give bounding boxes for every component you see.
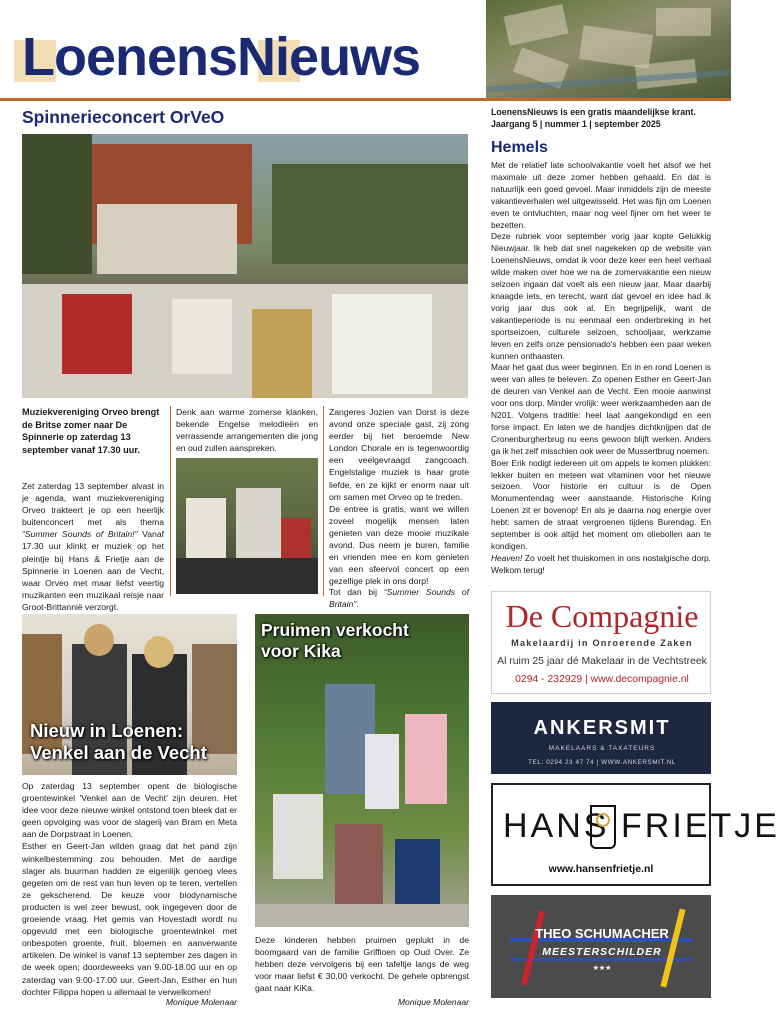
hemels-closing: Zo voelt het thuiskomen in ons nostalgische dorp. Welkom terug! <box>491 552 711 575</box>
venkel-body <box>22 780 237 998</box>
concert-outro <box>329 586 469 610</box>
hemels-paragraph: Met de relatief late schoolvakantie voelt het alsof we het maximale uit deze zomer hebben gehaald. En dat is natuurlijk een goed gevoel. Maar inmiddels zijn de meeste vakantieverhalen wel uitgewisseld. Het was fijn om Loenen even te ontvluchten, maar nog veel fijner om het weer te bezetten. <box>491 160 711 230</box>
compagnie-tagline: Makelaardij in Onroerende Zaken <box>511 638 693 648</box>
column-divider <box>170 406 171 596</box>
hansfrietje-url: www.hansenfrietje.nl <box>548 863 654 875</box>
fries-cup-icon <box>590 805 616 849</box>
ad-de-compagnie[interactable] <box>491 591 711 694</box>
concert-col1-theme: “Summer Sounds of Britain!” <box>22 529 138 540</box>
masthead-rule <box>0 98 731 101</box>
venkel-paragraph: Esther en Geert-Jan wilden graag dat het pand zijn winkelbestemming zou behouden. Met de aardige slager als buurman hadden ze eigenlijk genoeg vlees gegeten om de rest van hun leven op te teren, vertellen ze gekscherend. De keuze voor biodynamische producten is wel zeer bewust, ook ingegeven door de groeiende vraag. Het gemis van Hovestadt wordt nu opgevuld met een biologische groentewinkel met onbespoten groente, fruit, bloemen en aanverwante artikelen. De winkel is vanaf 13 september zes dagen in de week open; doordeweeks van 9.00-18.00 uur en op zaterdag van 9.00-17.00 uur. Geert-Jan, Esther en hun dochter Filippa hopen u allemaal te verwelkomen! <box>22 841 237 997</box>
schumacher-blue-stroke <box>510 958 692 961</box>
venkel-headline-line: Nieuw in Loenen: <box>30 720 184 741</box>
compagnie-contact: 0294 - 232929 | www.decompagnie.nl <box>515 674 689 685</box>
concert-headline: Spinnerieconcert OrVeO <box>22 107 225 127</box>
concert-outro-end: . <box>356 599 359 610</box>
hemels-paragraph: Boer Erik nodigt iedereen uit om appels te komen plukken: lekker buiten en meteen wat vitaminen voor het nieuwe seizoen. Voor historie en cultuur is de Open Monumentendag weer aanstaande. Historische Kring Loenen zit er bovenop! En als je daarna nog energie over hebt: samen de straat vergroenen tijdens Burendag. En september is ook altijd het moment om oliebollen aan te kondigen. <box>491 457 711 551</box>
concert-column-1 <box>22 480 164 613</box>
ad-ankersmit[interactable] <box>491 702 711 774</box>
masthead <box>0 0 487 98</box>
intro-line-1: LoenensNieuws is een gratis maandelijkse krant. <box>491 107 696 117</box>
concert-outro-theme: “Summer Sounds of Britain” <box>329 587 470 610</box>
aerial-village-photo <box>486 0 731 98</box>
pruimen-caption: Deze kinderen hebben pruimen geplukt in de boomgaard van de familie Griffioen op Oud Over. Ze hebben deze vervolgens bij een tafeltje langs de weg voor maar liefst € 30,00 verkocht. De gehele opbrengst gaat naar KiKa. <box>255 935 469 994</box>
pruimen-author: Monique Molenaar <box>397 997 469 1007</box>
concert-outro-text: Tot dan bij <box>329 587 384 597</box>
ankersmit-contact: TEL: 0294 23 47 74 | WWW.ANKERSMIT.NL <box>528 759 676 766</box>
concert-column-3: Zangeres Jozien van Dorst is deze avond onze speciale gast, zij zong eerder bij het beroemde New London Chorale en is tegenwoordig een veelgevraagd zangcoach. Engelstalige muziek is haar grote liefde, en ze kijkt er enorm naar uit om samen met Orveo op te treden. De entree is gratis, want we willen zoveel mogelijk mensen laten genieten van deze mooie muzikale avond. Dus neem je buren, familie en vrienden mee en kom genieten van een sfeervol concert op een gezellige plek in ons dorp! <box>329 407 469 587</box>
ad-theo-schumacher[interactable] <box>491 895 711 998</box>
concert-col1-text-b: Vanaf 17.30 uur klinkt er muziek op het pleintje bij Hans & Frietje aan de Spinnerie in Loenen aan de Vecht, waar Orveo met maar liefst veertig muzikanten een muzikaal reisje naar Groot-Brittannië verzorgt. <box>22 529 164 612</box>
hemels-headline: Hemels <box>491 139 548 156</box>
column-divider <box>323 406 324 596</box>
concert-lead: Muziekvereniging Orveo brengt de Britse zomer naar De Spinnerie op zaterdag 13 september vanaf 17.30 uur. <box>22 407 160 455</box>
concert-column-2: Denk aan warme zomerse klanken, bekende Engelse melodieën en verrassende arrangementen die jong en oud zullen aanspreken. <box>176 407 318 454</box>
masthead-title: LoenensNieuws <box>22 27 421 87</box>
hansfrietje-name-right: FRIETJE <box>621 807 780 845</box>
venkel-headline-line: Venkel aan de Vecht <box>30 742 207 763</box>
ad-hans-frietje[interactable] <box>491 783 780 886</box>
venkel-author: Monique Molenaar <box>165 997 237 1007</box>
schumacher-tagline: MEESTERSCHILDER <box>542 946 662 958</box>
hemels-heaven: Heaven! <box>491 552 523 563</box>
venkel-headline <box>30 720 240 764</box>
pruimen-headline-line: Pruimen verkocht <box>261 620 409 640</box>
compagnie-name: De Compagnie <box>505 598 699 634</box>
hansfrietje-name-left: HANS <box>503 807 610 845</box>
schumacher-name: THEO SCHUMACHER <box>535 926 669 941</box>
venkel-paragraph: Op zaterdag 13 september opent de biologische groentewinkel 'Venkel aan de Vecht' zijn deuren. Het idee voor deze nieuwe winkel ontstond toen bleek dat er geen opvolging was voor de slagerij van Bram en Meta aan de Dorpstraat in Loenen. <box>22 781 237 840</box>
ankersmit-name: ANKERSMIT <box>533 717 671 739</box>
pruimen-headline-line: voor Kika <box>261 641 341 661</box>
hemels-paragraph: Deze rubriek voor september vorig jaar kopte Gelukkig Nieuwjaar. Ik heb dat snel nagekeken op de website van LoenensNieuws, omdat ik voor deze keer een heel verhaal wilde maken over hoe we na de zomervakantie een nieuw seizoen ingaan dat voelt als een nieuw jaar. Maar daarbij knaagde iets, en terecht, want dat gevoel en idee had ik vorig jaar dus ook al. En begrijpelijk, want de vakantieperiode is nu eenmaal een onderbreking in het sportseizoen, culturele seizoen, schooljaar, werkzame leven en zelfs onze pensionado's hebben een paar weken kunnen onthaasten. <box>491 231 711 361</box>
pruimen-headline <box>261 620 461 662</box>
concert-col1-text-a: Zet zaterdag 13 september alvast in je agenda, want muziekvereniging Orveo trakteert je op een heerlijk buitenconcert met als thema <box>22 481 164 528</box>
compagnie-slogan: Al ruim 25 jaar dé Makelaar in de Vechtstreek <box>497 656 707 667</box>
hemels-body <box>491 160 711 577</box>
orchestra-photo <box>176 458 318 594</box>
ankersmit-tagline: MAKELAARS & TAXATEURS <box>548 745 656 752</box>
hemels-paragraph: Maar het gaat dus weer beginnen. En in en rond Loenen is weer van alles te beleven. Zo openen Esther en Geert-Jan de deuren van Venkel aan de Vecht. Een mooie aanwinst voor ons dorp. Minder vrolijk: weer werkzaamheden aan de N201. Volgens traditie: heel laat aangekondigd en een forse impact. En laten we de handjes dichtknijpen dat de Cronenburgherbrug nu eens gewoon blijft werken. Anders ga ik het zelf misschien ook weer de Mussertbrug noemen. <box>491 362 711 456</box>
concert-photo <box>22 134 468 398</box>
intro-line-2: Jaargang 5 | nummer 1 | september 2025 <box>491 119 661 129</box>
schumacher-stars: ★★★ <box>592 965 612 972</box>
